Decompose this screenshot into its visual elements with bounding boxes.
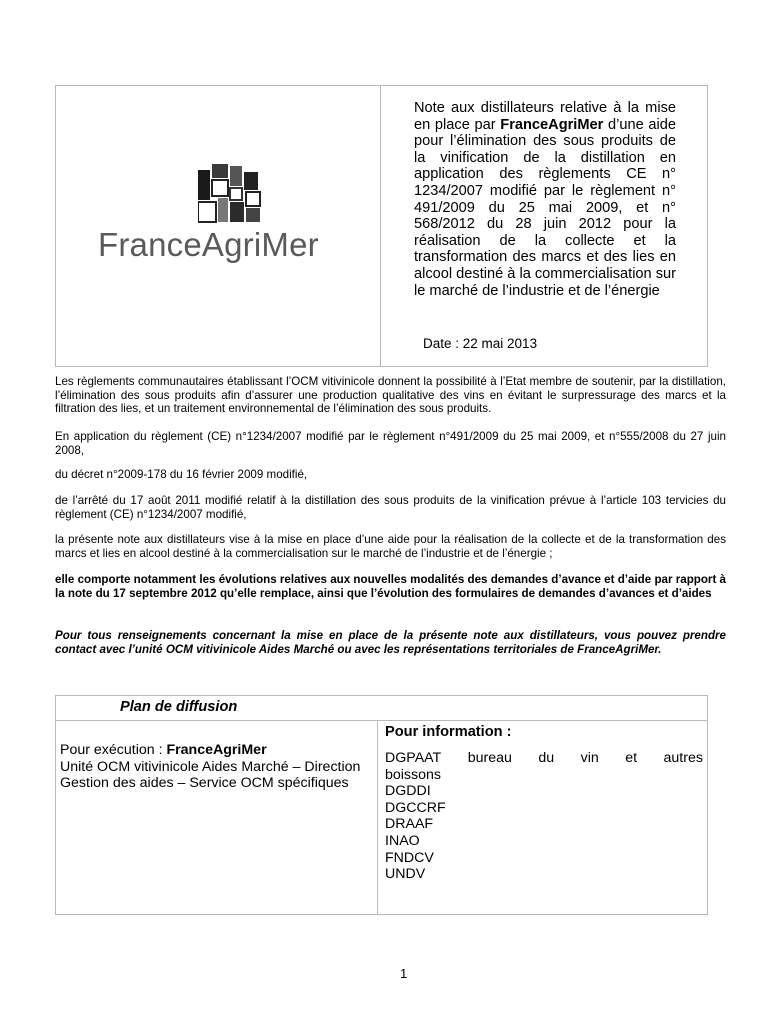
distribution-plan-table: [55, 695, 708, 915]
execution-brand: FranceAgriMer: [166, 742, 267, 758]
list-item: FNDCV: [385, 849, 434, 866]
logo: [56, 86, 380, 366]
info-word: bureau: [467, 750, 512, 766]
information-list: [385, 750, 703, 883]
franceagrimer-logo-icon: [198, 164, 262, 224]
plan-column-divider: [377, 720, 378, 915]
paragraph-intro: Les règlements communautaires établissant l’OCM vitivinicole donnent la possibilité à l’Etat membre de soutenir, par la distillation, l’élimination des sous produits afin d’assurer une production qualitative des vins en évitant le surpressurage des marcs et la filtration des lies, et un traitement environnemental de l’élimination des sous produits.: [55, 375, 726, 416]
logo-text: FranceAgriMer: [98, 226, 319, 263]
paragraph-decree: du décret n°2009-178 du 16 février 2009 modifié,: [55, 468, 308, 481]
paragraph-regulation: En application du règlement (CE) n°1234/2007 modifié par le règlement n°491/2009 du 25 mai 2009, et n°555/2008 du 27 juin 2008,: [55, 430, 726, 457]
info-word: vin: [580, 750, 599, 766]
paragraph-changes: elle comporte notamment les évolutions relatives aux nouvelles modalités des demandes d’avance et d’aide par rapport à la note du 17 septembre 2012 qu’elle remplace, ainsi que l’évolution des formulaires de demandes d’avances et d’aides: [55, 573, 726, 600]
note-title: [414, 100, 676, 299]
execution-detail: Unité OCM vitivinicole Aides Marché – Direction Gestion des aides – Service OCM spécifiques: [60, 758, 361, 792]
execution-cell: [60, 742, 370, 792]
note-date: Date : 22 mai 2013: [423, 336, 538, 351]
list-item: INAO: [385, 832, 420, 849]
paragraph-arrete: de l’arrêté du 17 août 2011 modifié relatif à la distillation des sous produits de la vinification prévue à l’article 103 tervicies du règlement (CE) n°1234/2007 modifié,: [55, 494, 726, 521]
list-item: boissons: [385, 766, 441, 783]
execution-label: Pour exécution :: [60, 742, 167, 758]
paragraph-contact: [55, 629, 726, 656]
list-item: DGDDI: [385, 783, 431, 800]
list-item: DRAAF: [385, 816, 434, 833]
list-item: [385, 750, 703, 767]
contact-text: Pour tous renseignements concernant la mise en place de la présente note aux distillateurs, vous pouvez prendre contact avec l’unité OCM vitivinicole Aides Marché ou avec les représentations territoriales de: [55, 629, 726, 656]
list-item: UNDV: [385, 866, 426, 883]
contact-brand: FranceAgriMer.: [577, 642, 662, 656]
page-number: 1: [400, 966, 408, 981]
info-word: DGPAAT: [385, 750, 442, 766]
header-box: [55, 85, 708, 367]
header-divider: [380, 86, 381, 366]
info-word: du: [538, 750, 555, 766]
note-title-pre: Note aux distillateurs relative à la mise en place par: [414, 100, 676, 133]
information-title: Pour information :: [385, 724, 512, 740]
note-title-brand: FranceAgriMer: [500, 116, 604, 133]
plan-title: Plan de diffusion: [120, 699, 238, 715]
plan-row-divider: [56, 720, 707, 721]
info-word: autres: [663, 750, 703, 766]
list-item: DGCCRF: [385, 799, 446, 816]
note-title-post: d’une aide pour l’élimination des sous produits de la vinification de la distillation en application des règlements CE n° 1234/2007 modifié par le règlement n° 491/2009 du 25 mai 2009, et n° 568/2012 du 28 juin 2012 pour la réalisation de la collecte et la transformation des marcs et des lies en alcool destiné à la commercialisation sur le marché de l’industrie et de l’énergie: [414, 116, 676, 299]
info-word: et: [625, 750, 638, 766]
paragraph-purpose: la présente note aux distillateurs vise à la mise en place d’une aide pour la réalisation de la collecte et de la transformation des marcs et lies en alcool destiné à la commercialisation sur le marché de l’industrie et de l’énergie ;: [55, 533, 726, 560]
